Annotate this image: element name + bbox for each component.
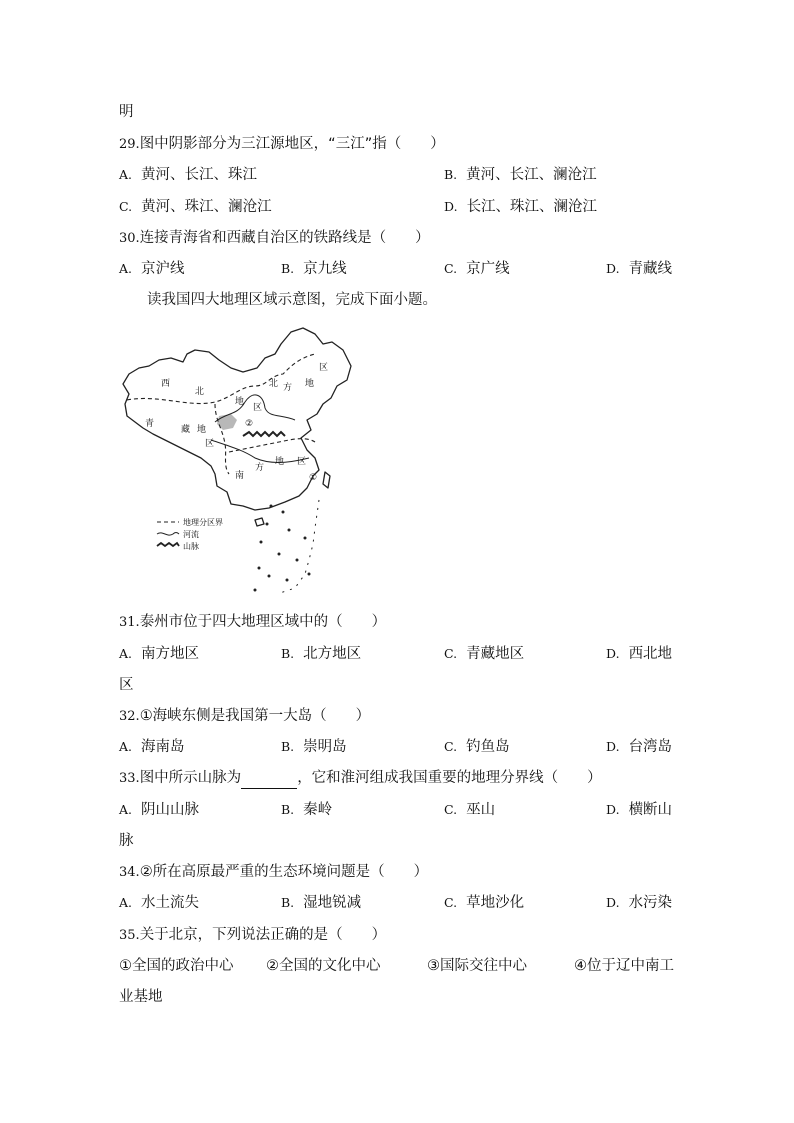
option-33-d[interactable] <box>606 800 672 820</box>
statement-3: ③国际交往中心 <box>427 958 527 974</box>
option-text: 钓鱼岛 <box>466 739 510 755</box>
qinling-mountain-range <box>243 432 285 436</box>
option-31-a[interactable] <box>119 644 199 664</box>
option-label: D. <box>444 199 458 214</box>
option-34-d[interactable] <box>606 893 672 913</box>
island-dot <box>308 573 311 576</box>
map-label: 藏 <box>181 425 191 435</box>
question-number: 35. <box>119 928 140 943</box>
option-label: D. <box>606 895 620 910</box>
region-boundary-line <box>215 404 229 474</box>
statement-2: ②全国的文化中心 <box>266 958 381 974</box>
instruction-text: 读我国四大地理区域示意图，完成下面小题。 <box>147 292 437 308</box>
map-marker-2: ② <box>245 419 254 429</box>
map-label: 北 <box>195 387 205 397</box>
island-dot <box>288 529 291 532</box>
option-label: C. <box>444 802 458 817</box>
china-regions-map <box>119 324 355 602</box>
island-dot <box>304 537 307 540</box>
option-text: 青藏地区 <box>466 646 525 662</box>
statement-wrap-text: 业基地 <box>119 989 163 1005</box>
island-dot <box>282 511 285 514</box>
option-label: C. <box>119 199 133 214</box>
option-30-a[interactable] <box>119 259 185 279</box>
statement-4: ④位于辽中南工 <box>574 958 674 974</box>
option-label: A. <box>119 895 133 910</box>
question-33 <box>119 768 602 789</box>
island-dot <box>286 579 289 582</box>
option-30-b[interactable] <box>281 259 347 279</box>
option-label: A. <box>119 261 133 276</box>
option-text: 黄河、长江、珠江 <box>141 167 258 183</box>
map-label: 地 <box>197 425 207 435</box>
option-text: 京广线 <box>466 261 510 277</box>
option-33-a[interactable] <box>119 800 199 820</box>
option-label: C. <box>444 646 458 661</box>
island-dot <box>260 541 263 544</box>
option-text: 巫山 <box>466 802 496 818</box>
question-stem: 泰州市位于四大地理区域中的（ ） <box>139 614 387 630</box>
option-label: B. <box>281 739 295 754</box>
option-text: 西北地 <box>628 646 673 662</box>
question-32 <box>119 706 370 727</box>
option-30-d[interactable] <box>606 259 672 279</box>
option-34-c[interactable] <box>444 893 524 913</box>
option-34-b[interactable] <box>281 893 361 913</box>
map-legend <box>157 517 223 551</box>
option-label: A. <box>119 802 133 817</box>
island-chain <box>277 500 319 594</box>
option-29-c[interactable] <box>119 197 272 217</box>
question-stem-pre: 图中所示山脉为 <box>139 770 242 786</box>
option-text: 湿地锐减 <box>303 895 362 911</box>
map-label: 区 <box>319 363 329 373</box>
option-label: B. <box>281 802 295 817</box>
option-32-a[interactable] <box>119 737 185 757</box>
option-33-c[interactable] <box>444 800 495 820</box>
option-label: D. <box>606 261 620 276</box>
option-text: 草地沙化 <box>466 895 525 911</box>
map-label: 方 <box>255 463 265 473</box>
map-marker-1: ① <box>309 473 318 483</box>
option-31-b[interactable] <box>281 644 361 664</box>
island-dot <box>296 559 299 562</box>
hainan-island <box>255 518 264 526</box>
legend-mountain-symbol <box>157 543 179 546</box>
option-text: 阴山山脉 <box>141 802 200 818</box>
question-stem: ②所在高原最严重的生态环境问题是（ ） <box>139 864 429 880</box>
option-31-c[interactable] <box>444 644 524 664</box>
option-34-a[interactable] <box>119 893 199 913</box>
island-dot <box>258 567 261 570</box>
option-label: B. <box>281 895 295 910</box>
option-text: 台湾岛 <box>628 739 673 755</box>
legend-boundary-label: 地理分区界 <box>183 518 223 527</box>
option-33-b[interactable] <box>281 800 332 820</box>
option-label: D. <box>606 646 620 661</box>
option-text: 京沪线 <box>141 261 185 277</box>
island-dot <box>266 523 269 526</box>
carryover-text: 明 <box>119 104 134 120</box>
question-34 <box>119 862 428 883</box>
question-number: 31. <box>119 615 140 630</box>
map-label: 青 <box>145 419 155 429</box>
question-29 <box>119 134 445 155</box>
question-30 <box>119 228 430 249</box>
option-29-a[interactable] <box>119 165 257 185</box>
option-label: C. <box>444 261 458 276</box>
option-label: D. <box>606 739 620 754</box>
option-wrap-text: 区 <box>119 677 134 693</box>
option-text: 秦岭 <box>303 802 333 818</box>
option-32-c[interactable] <box>444 737 510 757</box>
map-label: 地 <box>305 379 315 389</box>
option-31-d[interactable] <box>606 644 672 664</box>
question-number: 30. <box>119 231 140 246</box>
question-stem: ①海峡东侧是我国第一大岛（ ） <box>139 708 371 724</box>
option-text: 黄河、珠江、澜沧江 <box>141 199 272 215</box>
island-dot <box>254 589 257 592</box>
option-text: 长江、珠江、澜沧江 <box>466 199 598 215</box>
option-text: 横断山 <box>628 802 673 818</box>
taiwan-island <box>323 472 330 488</box>
question-number: 29. <box>119 137 140 152</box>
option-text: 黄河、长江、澜沧江 <box>466 167 597 183</box>
map-label: 北 <box>269 379 279 389</box>
option-label: A. <box>119 167 133 182</box>
question-stem-post: ，它和淮河组成我国重要的地理分界线（ ） <box>297 770 602 786</box>
question-31 <box>119 612 386 633</box>
option-text: 北方地区 <box>303 646 362 662</box>
legend-mountain-label: 山脉 <box>183 542 199 551</box>
option-text: 水污染 <box>628 895 673 911</box>
option-29-d[interactable] <box>444 197 597 217</box>
option-label: C. <box>444 739 458 754</box>
question-stem: 连接青海省和西藏自治区的铁路线是（ ） <box>139 230 430 246</box>
option-text: 青藏线 <box>628 261 673 277</box>
island-dot <box>268 575 271 578</box>
legend-river-symbol <box>157 533 179 536</box>
option-label: A. <box>119 739 133 754</box>
map-label: 南 <box>235 471 245 481</box>
map-label: 西 <box>161 379 171 389</box>
option-29-b[interactable] <box>444 165 597 185</box>
map-label: 区 <box>297 457 307 467</box>
question-number: 32. <box>119 709 140 724</box>
question-stem: 图中阴影部分为三江源地区，“三江”指（ ） <box>139 136 445 152</box>
option-text: 海南岛 <box>141 739 185 755</box>
option-30-c[interactable] <box>444 259 510 279</box>
question-stem: 关于北京，下列说法正确的是（ ） <box>139 927 387 943</box>
island-dot <box>278 553 281 556</box>
map-label: 地 <box>235 397 245 407</box>
option-label: B. <box>281 261 295 276</box>
option-label: A. <box>119 646 133 661</box>
option-text: 崇明岛 <box>303 739 347 755</box>
question-number: 33. <box>119 771 140 786</box>
option-text: 南方地区 <box>141 646 200 662</box>
map-label: 地 <box>275 457 285 467</box>
island-dot <box>270 505 273 508</box>
option-label: C. <box>444 895 458 910</box>
option-label: D. <box>606 802 620 817</box>
question-35 <box>119 925 386 946</box>
option-wrap-text: 脉 <box>119 833 134 849</box>
option-32-d[interactable] <box>606 737 672 757</box>
option-32-b[interactable] <box>281 737 347 757</box>
statement-1: ①全国的政治中心 <box>119 958 234 974</box>
option-text: 京九线 <box>303 261 347 277</box>
map-label: 区 <box>253 403 263 413</box>
map-label: 方 <box>283 383 293 393</box>
option-text: 水土流失 <box>141 895 200 911</box>
option-label: B. <box>281 646 295 661</box>
legend-river-label: 河流 <box>183 530 199 539</box>
answer-blank[interactable] <box>241 774 297 789</box>
map-label: 区 <box>205 439 215 449</box>
question-number: 34. <box>119 865 140 880</box>
option-label: B. <box>444 167 458 182</box>
